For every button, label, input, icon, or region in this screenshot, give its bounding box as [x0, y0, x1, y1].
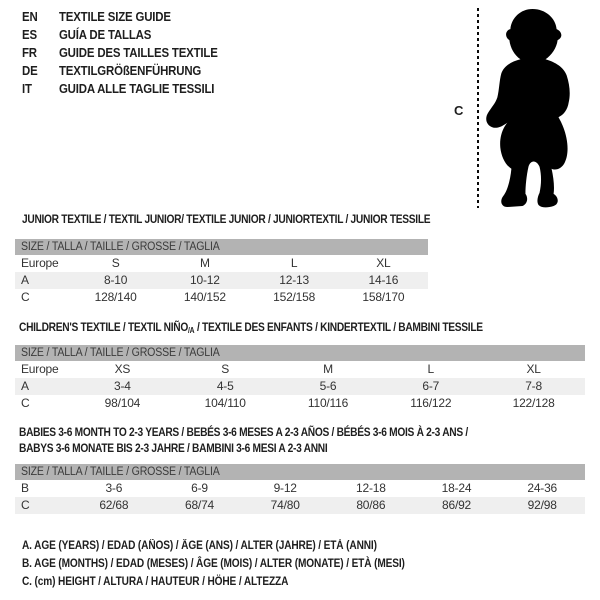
- table-row: [15, 289, 428, 306]
- size-cell: 152/158: [273, 290, 316, 304]
- babies-section-title: [19, 425, 468, 456]
- size-cell: 4-5: [216, 379, 234, 393]
- children-size-table: [15, 345, 585, 412]
- language-code: ES: [22, 27, 37, 42]
- height-dashed-line: [477, 8, 479, 208]
- junior-section-title: JUNIOR TEXTILE / TEXTIL JUNIOR/ TEXTILE JUNIOR / JUNIORTEXTIL / JUNIOR TESSILE: [22, 212, 431, 226]
- size-cell: 110/116: [307, 396, 349, 410]
- size-cell: 92/98: [527, 498, 557, 512]
- language-code: DE: [22, 63, 38, 78]
- children-section-title: [19, 320, 483, 335]
- size-cell: XL: [526, 362, 541, 376]
- language-code: FR: [22, 45, 37, 60]
- language-row: [22, 26, 218, 44]
- table-row: [15, 480, 585, 497]
- babies-title-line: BABYS 3-6 MONATE BIS 2-3 JAHRE / BAMBINI 3-6 MESI A 2-3 ANNI: [19, 440, 328, 455]
- table-header-bar: [15, 464, 585, 480]
- size-cell: L: [290, 256, 298, 270]
- size-cell: 80/86: [356, 498, 386, 512]
- babies-size-table: [15, 464, 585, 514]
- language-row: [22, 8, 218, 26]
- size-cell: S: [221, 362, 230, 376]
- row-label: Europe: [21, 256, 59, 270]
- size-cell: L: [427, 362, 435, 376]
- language-row: [22, 44, 218, 62]
- size-cell: 6-9: [191, 481, 208, 495]
- table-header-text: SIZE / TALLA / TAILLE / GRÖSSE / TAGLIA: [21, 347, 220, 359]
- children-title-text: / TEXTILE DES ENFANTS / KINDERTEXTIL / BAMBINI TESSILE: [194, 320, 483, 334]
- table-row: [15, 497, 585, 514]
- size-cell: 12-13: [279, 273, 309, 287]
- table-header-bar: [15, 345, 585, 361]
- height-figure: [450, 6, 596, 216]
- size-cell: 140/152: [183, 290, 226, 304]
- language-code: IT: [22, 81, 32, 96]
- size-cell: 3-6: [105, 481, 123, 495]
- row-label: A: [21, 379, 29, 393]
- size-cell: 9-12: [273, 481, 297, 495]
- junior-size-table: [15, 239, 428, 306]
- size-cell: 10-12: [190, 273, 220, 287]
- size-cell: M: [323, 362, 333, 376]
- footnote-age-years: A. AGE (YEARS) / EDAD (AÑOS) / ÂGE (ANS) / ALTER (JAHRE) / ETÀ (ANNI): [22, 540, 377, 552]
- language-list: [22, 8, 218, 98]
- height-measure-label: C: [454, 103, 464, 118]
- row-label: C: [21, 396, 30, 410]
- language-name: GUIDA ALLE TAGLIE TESSILI: [58, 81, 215, 96]
- children-title-subscript: /A: [187, 326, 195, 335]
- table-header-text: SIZE / TALLA / TAILLE / GRÖSSE / TAGLIA: [21, 466, 220, 478]
- table-row: [15, 272, 428, 289]
- language-name: TEXTILE SIZE GUIDE: [58, 9, 171, 24]
- size-cell: 98/104: [104, 396, 141, 410]
- language-name: GUIDE DES TAILLES TEXTILE: [58, 45, 218, 60]
- size-cell: 14-16: [368, 273, 399, 287]
- table-row: [15, 378, 585, 395]
- size-cell: 12-18: [356, 481, 386, 495]
- language-name: GUÍA DE TALLAS: [58, 27, 152, 42]
- size-cell: 7-8: [525, 379, 542, 393]
- row-label: A: [21, 273, 29, 287]
- size-cell: 62/68: [99, 498, 129, 512]
- children-title-text: CHILDREN'S TEXTILE / TEXTIL NIÑO: [19, 320, 188, 334]
- size-cell: 122/128: [512, 396, 555, 410]
- row-label: Europe: [21, 362, 59, 376]
- size-cell: 68/74: [184, 498, 215, 512]
- row-label: C: [21, 498, 30, 512]
- footnote-age-months: B. AGE (MONTHS) / EDAD (MESES) / ÂGE (MOIS) / ALTER (MONATE) / ETÀ (MESI): [22, 558, 405, 570]
- table-row: [15, 255, 428, 272]
- footnotes: [22, 537, 405, 591]
- size-cell: 3-4: [114, 379, 131, 393]
- language-row: [22, 62, 218, 80]
- size-cell: 5-6: [319, 379, 337, 393]
- size-cell: 24-36: [527, 481, 558, 495]
- table-row: [15, 361, 585, 378]
- language-code: EN: [22, 9, 38, 24]
- babies-title-line: BABIES 3-6 MONTH TO 2-3 YEARS / BEBÉS 3-6 MESES A 2-3 AÑOS / BÉBÉS 3-6 MOIS À 2-3 ANS /: [19, 425, 468, 439]
- language-row: [22, 80, 218, 98]
- row-label: B: [21, 481, 29, 495]
- size-cell: 74/80: [270, 498, 300, 512]
- language-name: TEXTILGRÖßENFÜHRUNG: [58, 63, 202, 78]
- size-cell: S: [111, 256, 120, 270]
- row-label: C: [21, 290, 30, 304]
- size-cell: M: [199, 256, 210, 270]
- size-cell: 158/170: [362, 290, 405, 304]
- size-cell: XL: [376, 256, 391, 270]
- footnote-height: C. (cm) HEIGHT / ALTURA / HAUTEUR / HÖHE / ALTEZZA: [22, 576, 289, 588]
- table-header-bar: [15, 239, 428, 255]
- size-cell: 8-10: [104, 273, 128, 287]
- baby-silhouette: [484, 7, 585, 210]
- size-cell: 104/110: [204, 396, 246, 410]
- table-header-text: SIZE / TALLA / TAILLE / GRÖSSE / TAGLIA: [21, 241, 220, 253]
- size-cell: 128/140: [94, 290, 137, 304]
- size-cell: 86/92: [442, 498, 472, 512]
- size-cell: 6-7: [422, 379, 440, 393]
- size-cell: XS: [114, 362, 131, 376]
- table-row: [15, 395, 585, 412]
- size-cell: 18-24: [441, 481, 472, 495]
- size-cell: 116/122: [410, 396, 452, 410]
